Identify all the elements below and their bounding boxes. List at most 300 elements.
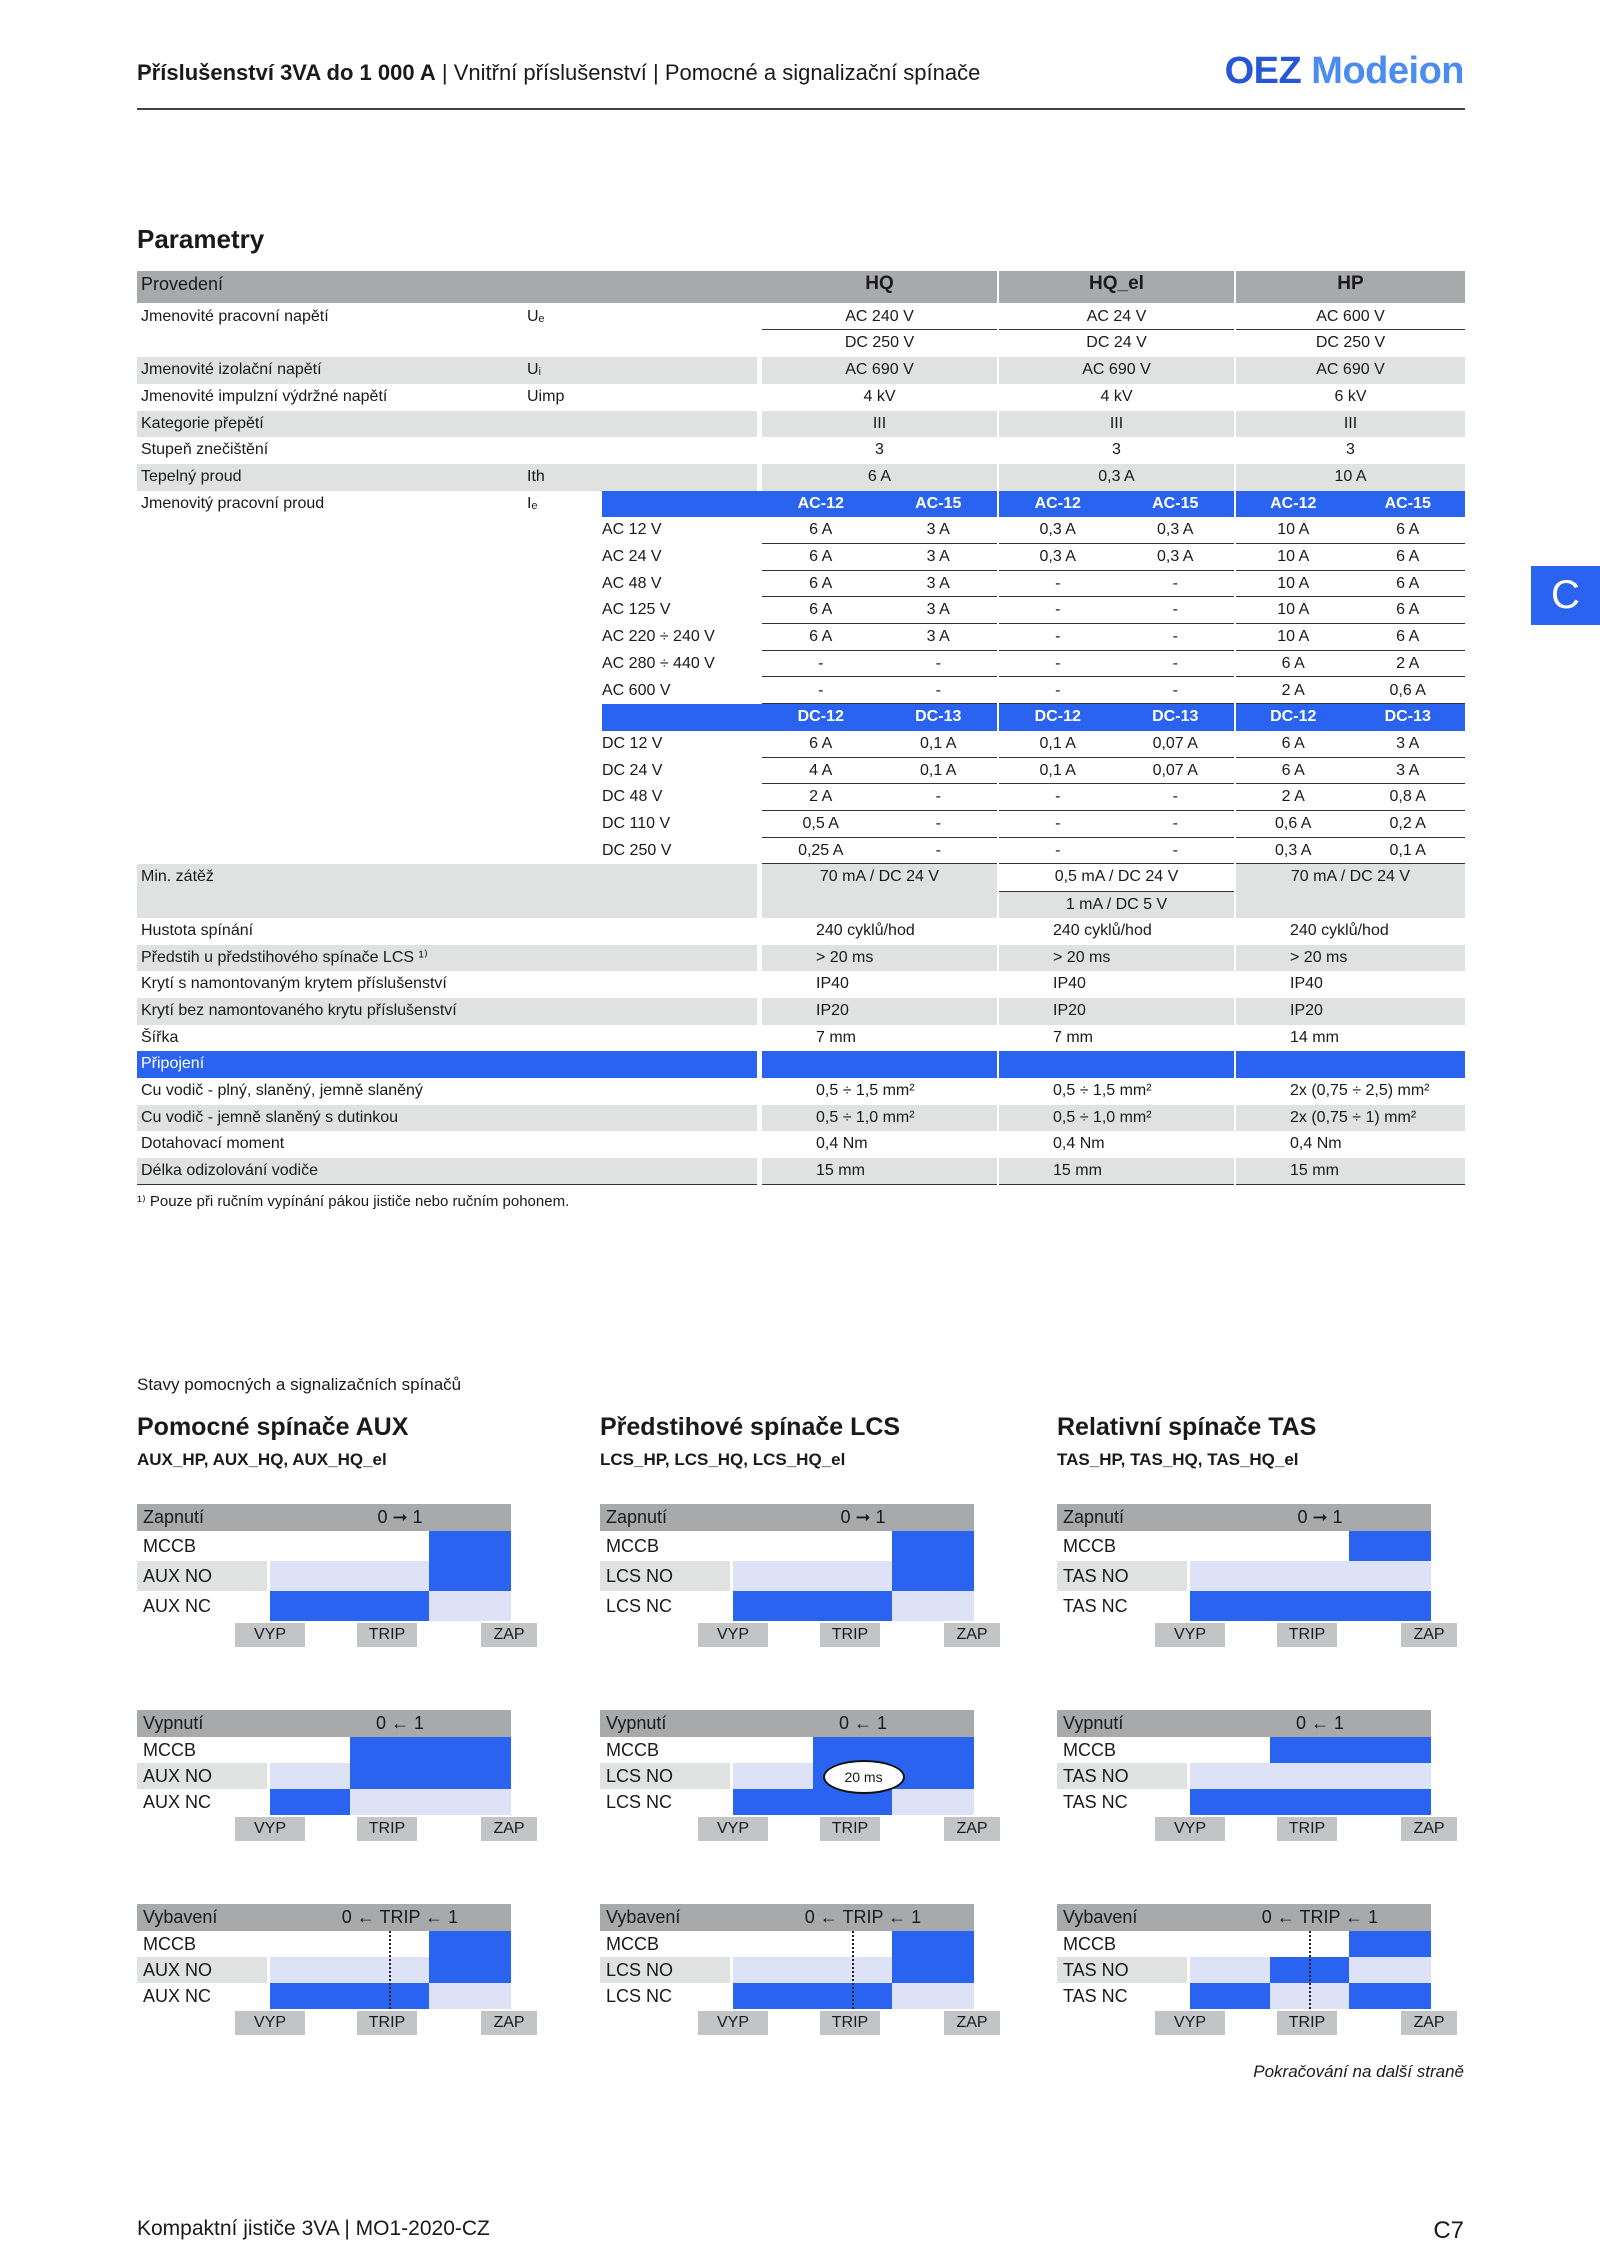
current-value: 4 A bbox=[809, 761, 833, 779]
param-label: Cu vodič - plný, slaněný, jemně slaněný bbox=[141, 1082, 423, 1099]
param-row bbox=[137, 945, 1465, 972]
param-hp: DC 250 V bbox=[1315, 334, 1386, 352]
current-value: 10 A bbox=[1277, 601, 1310, 619]
param-hqel: 3 bbox=[1112, 441, 1121, 459]
voltage-label: AC 24 V bbox=[602, 548, 662, 565]
current-value: 6 A bbox=[1281, 734, 1305, 752]
operation-name: Vybavení bbox=[606, 1907, 681, 1927]
current-value: 6 A bbox=[809, 734, 833, 752]
trip-marker bbox=[389, 1931, 391, 2009]
state-segment bbox=[733, 1591, 892, 1621]
param-symbol bbox=[527, 411, 607, 438]
current-cell-hqel bbox=[999, 784, 1234, 811]
current-value: - bbox=[935, 681, 941, 699]
param-hqel: 0,5 ÷ 1,5 mm² bbox=[1053, 1082, 1152, 1099]
current-head-hqel bbox=[999, 491, 1234, 518]
state-row-label: AUX NC bbox=[143, 1986, 212, 2006]
state-row bbox=[137, 1591, 511, 1621]
param-hqel: IP40 bbox=[1053, 975, 1086, 993]
param-hqel: 7 mm bbox=[1053, 1028, 1093, 1046]
current-value: 6 A bbox=[809, 521, 833, 539]
state-row-label: MCCB bbox=[1063, 1740, 1116, 1760]
axis-label: VYP bbox=[235, 2011, 305, 2035]
state-row bbox=[600, 1591, 974, 1621]
current-value: 10 A bbox=[1277, 548, 1310, 565]
param-hp: 6 kV bbox=[1334, 387, 1367, 405]
param-label: Hustota spínání bbox=[141, 921, 254, 939]
current-value: 0,8 A bbox=[1389, 788, 1426, 806]
param-hqel: IP20 bbox=[999, 998, 1234, 1025]
state-segment bbox=[733, 1763, 813, 1789]
state-row bbox=[1057, 1931, 1431, 1957]
operation-name: Vybavení bbox=[143, 1907, 218, 1927]
axis-label: TRIP bbox=[357, 1817, 417, 1841]
state-row bbox=[137, 1763, 511, 1789]
diagram-header bbox=[600, 1504, 974, 1531]
param-symbol: Ith bbox=[527, 467, 545, 485]
current-head-hqel bbox=[999, 704, 1234, 731]
operation-arrow: 0 ➞ 1 bbox=[1297, 1507, 1343, 1527]
state-row bbox=[600, 1763, 974, 1789]
current-value: 6 A bbox=[1281, 654, 1305, 672]
state-row-label: LCS NC bbox=[606, 1792, 673, 1812]
axis-label: ZAP bbox=[1401, 2011, 1457, 2035]
current-cell-hp bbox=[1236, 624, 1465, 651]
voltage-label: AC 280 ÷ 440 V bbox=[602, 654, 715, 672]
current-value: 2 A bbox=[809, 788, 833, 806]
operation-arrow: 0 ← 1 bbox=[838, 1713, 888, 1733]
current-value: - bbox=[1172, 681, 1178, 699]
param-label: Dotahovací moment bbox=[141, 1135, 285, 1153]
operation-name: Vybavení bbox=[1063, 1907, 1138, 1927]
current-cell-hqel bbox=[999, 597, 1234, 624]
axis-label: VYP bbox=[235, 1817, 305, 1841]
current-cell-hqel bbox=[999, 758, 1234, 785]
diagram-header bbox=[1057, 1504, 1431, 1531]
current-cell-hq bbox=[762, 838, 997, 865]
minload-hp: 70 mA / DC 24 V bbox=[1236, 864, 1465, 917]
connection-hqel bbox=[999, 1051, 1234, 1078]
current-value: 6 A bbox=[809, 628, 833, 646]
current-cell-hq bbox=[762, 544, 997, 571]
param-hqel: III bbox=[999, 411, 1234, 438]
operation-arrow: 0 ← 1 bbox=[1295, 1713, 1345, 1733]
param-hp: 240 cyklů/hod bbox=[1290, 921, 1389, 939]
header-hqel: HQ_el bbox=[999, 271, 1234, 303]
header-title bbox=[137, 60, 980, 86]
current-value: - bbox=[818, 681, 824, 699]
current-row bbox=[137, 811, 1465, 838]
current-value: 6 A bbox=[1396, 628, 1420, 646]
state-row-label: TAS NO bbox=[1057, 1957, 1187, 1983]
state-row-label: MCCB bbox=[143, 1536, 196, 1556]
state-row-label: LCS NO bbox=[600, 1561, 730, 1591]
current-value: 3 A bbox=[926, 574, 950, 592]
current-row bbox=[137, 758, 1465, 785]
axis-label: TRIP bbox=[357, 2011, 417, 2035]
current-value: - bbox=[1172, 841, 1178, 859]
current-value: - bbox=[935, 788, 941, 806]
current-value: 0,3 A bbox=[1039, 548, 1076, 565]
current-value: - bbox=[1055, 601, 1061, 619]
current-row bbox=[137, 838, 1465, 865]
current-cell-hq bbox=[762, 517, 997, 544]
current-value: 0,2 A bbox=[1389, 815, 1426, 832]
param-hq: 7 mm bbox=[816, 1028, 856, 1046]
footnote: ¹⁾ Pouze při ručním vypínání pákou jističe nebo ručním pohonem. bbox=[137, 1193, 570, 1210]
state-bar bbox=[1190, 1737, 1431, 1763]
current-value: - bbox=[1055, 628, 1061, 646]
param-hp: IP40 bbox=[1290, 975, 1323, 993]
current-row bbox=[137, 651, 1465, 678]
state-row bbox=[600, 1561, 974, 1591]
state-segment bbox=[429, 1531, 511, 1561]
axis-label: TRIP bbox=[1277, 1817, 1337, 1841]
state-segment bbox=[733, 1737, 813, 1763]
axis-label: TRIP bbox=[1277, 1623, 1337, 1647]
connection-label: Připojení bbox=[137, 1051, 757, 1078]
operation-name: Zapnutí bbox=[143, 1507, 205, 1527]
current-value: - bbox=[818, 654, 824, 672]
category-label: DC-12 bbox=[1034, 708, 1081, 726]
param-hqel: 0,4 Nm bbox=[1053, 1135, 1105, 1153]
state-segment bbox=[892, 1957, 974, 1983]
state-bar bbox=[270, 1591, 511, 1621]
param-label: Kategorie přepětí bbox=[137, 411, 757, 438]
param-hq: 240 cyklů/hod bbox=[816, 921, 915, 939]
param-hqel: AC 690 V bbox=[999, 357, 1234, 384]
current-value: 6 A bbox=[1396, 601, 1420, 619]
state-row-label: AUX NO bbox=[137, 1763, 267, 1789]
state-row-label: LCS NO bbox=[600, 1763, 730, 1789]
state-segment bbox=[1270, 1737, 1431, 1763]
param-hqel: 0,3 A bbox=[999, 464, 1234, 491]
state-segment bbox=[1349, 1983, 1431, 2009]
current-value: - bbox=[1172, 601, 1178, 619]
header-title-bold: Příslušenství 3VA do 1 000 A bbox=[137, 60, 436, 85]
logo-oez: OEZ bbox=[1224, 50, 1302, 92]
group-subtitle: LCS_HP, LCS_HQ, LCS_HQ_el bbox=[600, 1450, 846, 1469]
axis-label: VYP bbox=[698, 1817, 768, 1841]
param-row bbox=[137, 437, 1465, 464]
connection-hq bbox=[762, 1051, 997, 1078]
state-row bbox=[1057, 1763, 1431, 1789]
current-value: 0,1 A bbox=[920, 761, 957, 779]
category-label: DC-13 bbox=[915, 708, 962, 726]
axis-label: VYP bbox=[698, 1623, 768, 1647]
state-bar bbox=[270, 1737, 511, 1763]
current-cell-hp bbox=[1236, 838, 1465, 865]
param-hp: > 20 ms bbox=[1236, 945, 1465, 972]
state-row bbox=[600, 1737, 974, 1763]
current-value: 10 A bbox=[1277, 574, 1310, 592]
param-row bbox=[137, 304, 1465, 331]
param-row bbox=[137, 357, 1465, 384]
state-segment bbox=[270, 1763, 350, 1789]
category-label: DC-13 bbox=[1152, 708, 1199, 726]
state-segment bbox=[1190, 1737, 1270, 1763]
axis-label: TRIP bbox=[820, 1623, 880, 1647]
state-row-label: AUX NC bbox=[143, 1596, 212, 1616]
voltage-label: AC 220 ÷ 240 V bbox=[602, 628, 715, 646]
state-row bbox=[137, 1531, 511, 1561]
voltage-label: DC 48 V bbox=[602, 788, 663, 806]
current-value: - bbox=[1055, 815, 1061, 832]
current-cell-hq bbox=[762, 651, 997, 678]
state-segment bbox=[1190, 1591, 1431, 1621]
state-segment bbox=[1349, 1931, 1431, 1957]
operation-arrow: 0 ← TRIP ← 1 bbox=[804, 1907, 922, 1927]
param-hq: IP40 bbox=[816, 975, 849, 993]
state-row bbox=[137, 1737, 511, 1763]
state-bar bbox=[270, 1789, 511, 1815]
param-label: Jmenovité pracovní napětí bbox=[141, 307, 329, 325]
state-segment bbox=[733, 1983, 892, 2009]
state-segment bbox=[270, 1591, 429, 1621]
current-cell-hq bbox=[762, 678, 997, 705]
current-cell-hq bbox=[762, 758, 997, 785]
param-hp: 2x (0,75 ÷ 1) mm² bbox=[1236, 1105, 1465, 1132]
param-hp: IP20 bbox=[1236, 998, 1465, 1025]
state-row-label: MCCB bbox=[606, 1934, 659, 1954]
param-hqel: > 20 ms bbox=[999, 945, 1234, 972]
operation-arrow: 0 ← TRIP ← 1 bbox=[341, 1907, 459, 1927]
param-hp: 10 A bbox=[1236, 464, 1465, 491]
current-value: 3 A bbox=[926, 521, 950, 539]
param-label: Stupeň znečištění bbox=[141, 441, 269, 459]
minload-row bbox=[137, 864, 1465, 917]
continue-note: Pokračování na další straně bbox=[1253, 2062, 1464, 2081]
current-value: 0,1 A bbox=[920, 734, 957, 752]
state-segment bbox=[892, 1531, 974, 1561]
diagram-header bbox=[137, 1504, 511, 1531]
state-row bbox=[1057, 1789, 1431, 1815]
state-row bbox=[1057, 1957, 1431, 1983]
current-value: 3 A bbox=[1396, 734, 1420, 752]
state-row bbox=[600, 1931, 974, 1957]
lead-time-marker: 20 ms bbox=[823, 1760, 905, 1794]
param-hq: AC 240 V bbox=[762, 304, 997, 331]
current-head-row bbox=[137, 491, 1465, 518]
current-value: 0,3 A bbox=[1157, 521, 1194, 539]
current-value: 6 A bbox=[1396, 574, 1420, 592]
current-value: 6 A bbox=[1281, 761, 1305, 779]
current-value: - bbox=[935, 841, 941, 859]
state-segment bbox=[270, 1561, 429, 1591]
state-row bbox=[137, 1561, 511, 1591]
states-title: Stavy pomocných a signalizačních spínačů bbox=[137, 1375, 462, 1394]
current-row bbox=[137, 544, 1465, 571]
voltage-head bbox=[602, 704, 762, 731]
logo-modeion: Modeion bbox=[1311, 50, 1464, 92]
state-row-label: AUX NC bbox=[143, 1792, 212, 1812]
param-hp: 2x (0,75 ÷ 2,5) mm² bbox=[1290, 1082, 1430, 1099]
current-value: 0,3 A bbox=[1039, 521, 1076, 539]
param-row bbox=[137, 918, 1465, 945]
current-cell-hp bbox=[1236, 571, 1465, 598]
state-bar bbox=[270, 1561, 511, 1591]
state-segment bbox=[270, 1957, 429, 1983]
param-row bbox=[137, 1078, 1465, 1105]
current-value: 0,3 A bbox=[1157, 548, 1194, 565]
current-cell-hp bbox=[1236, 517, 1465, 544]
param-label: Krytí bez namontovaného krytu příslušenství bbox=[137, 998, 757, 1025]
minload-hqel-2: 1 mA / DC 5 V bbox=[1065, 896, 1168, 914]
group-title: Relativní spínače TAS bbox=[1057, 1413, 1317, 1441]
operation-name: Vypnutí bbox=[1063, 1713, 1124, 1733]
current-value: - bbox=[935, 654, 941, 672]
param-symbol: Iₑ bbox=[527, 494, 538, 512]
state-row-label: MCCB bbox=[1063, 1536, 1116, 1556]
current-value: 0,1 A bbox=[1389, 841, 1426, 859]
current-value: 6 A bbox=[809, 574, 833, 592]
current-cell-hq bbox=[762, 811, 997, 838]
voltage-head bbox=[602, 491, 762, 518]
current-value: 3 A bbox=[1396, 761, 1420, 779]
state-segment bbox=[429, 1591, 511, 1621]
axis-label: TRIP bbox=[820, 1817, 880, 1841]
axis-label: VYP bbox=[1155, 1817, 1225, 1841]
minload-hqel-1: 0,5 mA / DC 24 V bbox=[999, 864, 1234, 892]
group-subtitle: TAS_HP, TAS_HQ, TAS_HQ_el bbox=[1057, 1450, 1299, 1469]
current-value: - bbox=[1055, 681, 1061, 699]
current-head-hq bbox=[762, 704, 997, 731]
oez-logo bbox=[1225, 50, 1464, 93]
current-value: 10 A bbox=[1277, 521, 1310, 539]
state-segment bbox=[1190, 1957, 1270, 1983]
current-cell-hq bbox=[762, 597, 997, 624]
axis-label: VYP bbox=[1155, 2011, 1225, 2035]
param-row bbox=[137, 971, 1465, 998]
category-label: DC-13 bbox=[1384, 708, 1431, 726]
param-row bbox=[137, 1158, 1465, 1185]
current-cell-hp bbox=[1236, 597, 1465, 624]
voltage-label: AC 48 V bbox=[602, 574, 662, 592]
current-value: 0,6 A bbox=[1275, 815, 1312, 832]
param-hq: AC 690 V bbox=[762, 357, 997, 384]
axis-label: VYP bbox=[235, 1623, 305, 1647]
current-cell-hp bbox=[1236, 731, 1465, 758]
state-segment bbox=[270, 1983, 429, 2009]
state-bar bbox=[1190, 1591, 1431, 1621]
param-label: Cu vodič - jemně slaněný s dutinkou bbox=[137, 1105, 757, 1132]
current-value: 6 A bbox=[809, 601, 833, 619]
state-row bbox=[600, 1789, 974, 1815]
state-row-label: TAS NC bbox=[1063, 1986, 1128, 2006]
group-title: Pomocné spínače AUX bbox=[137, 1413, 409, 1441]
current-value: - bbox=[1055, 841, 1061, 859]
trip-marker bbox=[1309, 1931, 1311, 2009]
header-hp: HP bbox=[1236, 271, 1465, 303]
current-value: 3 A bbox=[926, 628, 950, 646]
state-segment bbox=[1349, 1957, 1431, 1983]
current-value: 0,3 A bbox=[1275, 841, 1312, 859]
state-row-label: AUX NO bbox=[137, 1561, 267, 1591]
operation-arrow: 0 ← TRIP ← 1 bbox=[1261, 1907, 1379, 1927]
category-label: AC-15 bbox=[915, 494, 962, 512]
voltage-label: DC 12 V bbox=[602, 734, 663, 752]
current-row bbox=[137, 571, 1465, 598]
param-hq: 3 bbox=[875, 441, 884, 459]
operation-name: Zapnutí bbox=[1063, 1507, 1125, 1527]
trip-marker bbox=[852, 1931, 854, 2009]
param-symbol: Uimp bbox=[527, 387, 565, 405]
param-label: Jmenovitý pracovní proud bbox=[141, 494, 325, 512]
state-segment bbox=[270, 1737, 350, 1763]
param-hp: 15 mm bbox=[1236, 1158, 1465, 1185]
state-row-label: MCCB bbox=[143, 1934, 196, 1954]
param-hq: 0,4 Nm bbox=[816, 1135, 868, 1153]
axis-label: ZAP bbox=[481, 1817, 537, 1841]
state-row-label: TAS NC bbox=[1063, 1792, 1128, 1812]
voltage-label: AC 600 V bbox=[602, 681, 671, 699]
param-label: Min. zátěž bbox=[137, 864, 757, 917]
state-row-label: LCS NC bbox=[606, 1596, 673, 1616]
state-segment bbox=[892, 1931, 974, 1957]
axis-label: ZAP bbox=[481, 1623, 537, 1647]
state-segment bbox=[813, 1737, 974, 1763]
param-hq: 0,5 ÷ 1,0 mm² bbox=[762, 1105, 997, 1132]
state-row bbox=[600, 1531, 974, 1561]
param-label: Tepelný proud bbox=[137, 464, 757, 491]
param-hqel: 240 cyklů/hod bbox=[1053, 921, 1152, 939]
state-segment bbox=[1190, 1983, 1270, 2009]
current-cell-hqel bbox=[999, 731, 1234, 758]
state-segment bbox=[350, 1789, 511, 1815]
state-row bbox=[1057, 1737, 1431, 1763]
state-segment bbox=[1349, 1531, 1431, 1561]
state-segment bbox=[733, 1957, 892, 1983]
current-cell-hqel bbox=[999, 571, 1234, 598]
state-bar bbox=[1190, 1531, 1431, 1561]
category-label: AC-12 bbox=[1034, 494, 1081, 512]
current-cell-hp bbox=[1236, 678, 1465, 705]
current-value: 2 A bbox=[1281, 788, 1305, 806]
param-row bbox=[137, 330, 1465, 357]
state-segment bbox=[350, 1763, 511, 1789]
state-bar bbox=[1190, 1789, 1431, 1815]
current-head-hq bbox=[762, 491, 997, 518]
state-segment bbox=[270, 1931, 429, 1957]
param-hq: IP20 bbox=[762, 998, 997, 1025]
current-value: - bbox=[1172, 815, 1178, 832]
state-segment bbox=[429, 1931, 511, 1957]
current-value: 0,07 A bbox=[1152, 734, 1198, 752]
state-row bbox=[1057, 1591, 1431, 1621]
header-hq: HQ bbox=[762, 271, 997, 303]
voltage-label: DC 24 V bbox=[602, 761, 663, 779]
operation-name: Vypnutí bbox=[143, 1713, 204, 1733]
state-row-label: MCCB bbox=[1063, 1934, 1116, 1954]
state-segment bbox=[429, 1957, 511, 1983]
param-symbol bbox=[527, 330, 607, 357]
state-segment bbox=[270, 1531, 429, 1561]
param-hqel: 15 mm bbox=[999, 1158, 1234, 1185]
state-bar bbox=[733, 1531, 974, 1561]
param-hp: 0,4 Nm bbox=[1290, 1135, 1342, 1153]
param-hqel: 4 kV bbox=[1100, 387, 1133, 405]
footer-left: Kompaktní jističe 3VA | MO1-2020-CZ bbox=[137, 2217, 490, 2240]
state-row-label: TAS NO bbox=[1057, 1561, 1187, 1591]
diagram-header bbox=[600, 1710, 974, 1737]
state-segment bbox=[1190, 1561, 1431, 1591]
current-value: 0,6 A bbox=[1389, 681, 1426, 699]
current-row bbox=[137, 731, 1465, 758]
state-bar bbox=[270, 1763, 511, 1789]
state-row bbox=[137, 1789, 511, 1815]
operation-name: Zapnutí bbox=[606, 1507, 668, 1527]
group-subtitle: AUX_HP, AUX_HQ, AUX_HQ_el bbox=[137, 1450, 387, 1469]
